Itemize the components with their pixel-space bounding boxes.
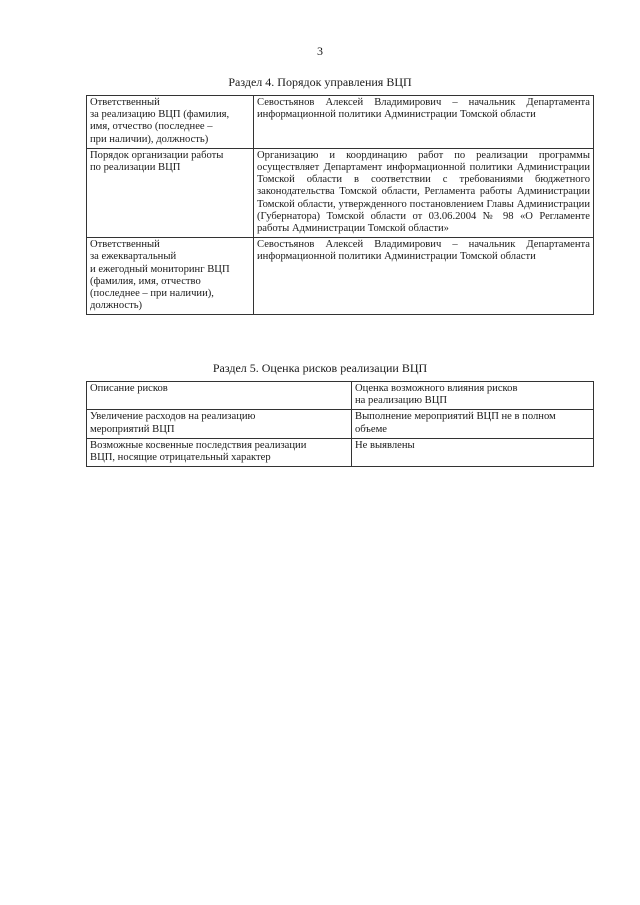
label-line: имя, отчество (последнее – xyxy=(90,121,213,133)
table-row xyxy=(87,238,594,315)
label-line: за реализацию ВЦП (фамилия, xyxy=(90,109,230,121)
label-line: при наличии), должность) xyxy=(90,133,209,145)
page-number: 3 xyxy=(317,44,323,58)
header-line: на реализацию ВЦП xyxy=(355,395,448,407)
label-line: и ежегодный мониторинг ВЦП xyxy=(90,263,230,275)
cell-line: Увеличение расходов на реализацию xyxy=(90,411,256,423)
risk-description xyxy=(87,410,352,438)
risk-description-header: Описание рисков xyxy=(87,382,352,410)
cell-line: ВЦП, носящие отрицательный характер xyxy=(90,452,271,464)
table-row xyxy=(87,148,594,237)
responsible-monitoring-value: Севостьянов Алексей Владимирович – начальник Департамента информационной политики Администрации Томской области xyxy=(254,238,594,315)
management-table xyxy=(86,95,594,315)
cell-line: объеме xyxy=(355,423,388,435)
risk-description xyxy=(87,438,352,466)
responsible-implementation-label xyxy=(87,96,254,149)
label-line: Ответственный xyxy=(90,239,160,251)
label-line: должность) xyxy=(90,300,143,312)
label-line: за ежеквартальный xyxy=(90,251,177,263)
label-line: Ответственный xyxy=(90,97,160,108)
work-organization-label xyxy=(87,148,254,237)
cell-line: Возможные косвенные последствия реализации xyxy=(90,439,307,451)
table-row xyxy=(87,96,594,149)
label-line: Порядок организации работы xyxy=(90,149,224,161)
work-organization-value: Организацию и координацию работ по реализации программы осуществляет Департамент информационной политики Администрации Томской области в соответствии с требованиями бюджетного законодательства Томской области, Регламента работы Администрации Томской области, утвержденного постановлением Главы Администрации (Губернатора) Томской области от 03.06.2004 № 98 «О Регламенте работы Администрации Томской области» xyxy=(254,148,594,237)
section-5-title: Раздел 5. Оценка рисков реализации ВЦП xyxy=(212,361,428,375)
risk-table xyxy=(86,381,594,467)
label-line: (последнее – при наличии), xyxy=(90,288,214,300)
table-row xyxy=(87,438,594,466)
cell-line: Выполнение мероприятий ВЦП не в полном xyxy=(355,411,556,423)
header-line: Оценка возможного влияния рисков xyxy=(355,383,518,394)
responsible-implementation-value: Севостьянов Алексей Владимирович – начальник Департамента информационной политики Администрации Томской области xyxy=(254,96,594,149)
responsible-monitoring-label xyxy=(87,238,254,315)
risk-impact-header xyxy=(352,382,594,410)
cell-line: мероприятий ВЦП xyxy=(90,423,175,435)
risk-impact xyxy=(352,438,594,466)
label-line: по реализации ВЦП xyxy=(90,162,181,174)
table-header-row xyxy=(87,382,594,410)
label-line: (фамилия, имя, отчество xyxy=(90,275,201,287)
cell-line: Не выявлены xyxy=(355,439,415,451)
risk-impact xyxy=(352,410,594,438)
table-row xyxy=(87,410,594,438)
section-4-title: Раздел 4. Порядок управления ВЦП xyxy=(228,75,412,89)
